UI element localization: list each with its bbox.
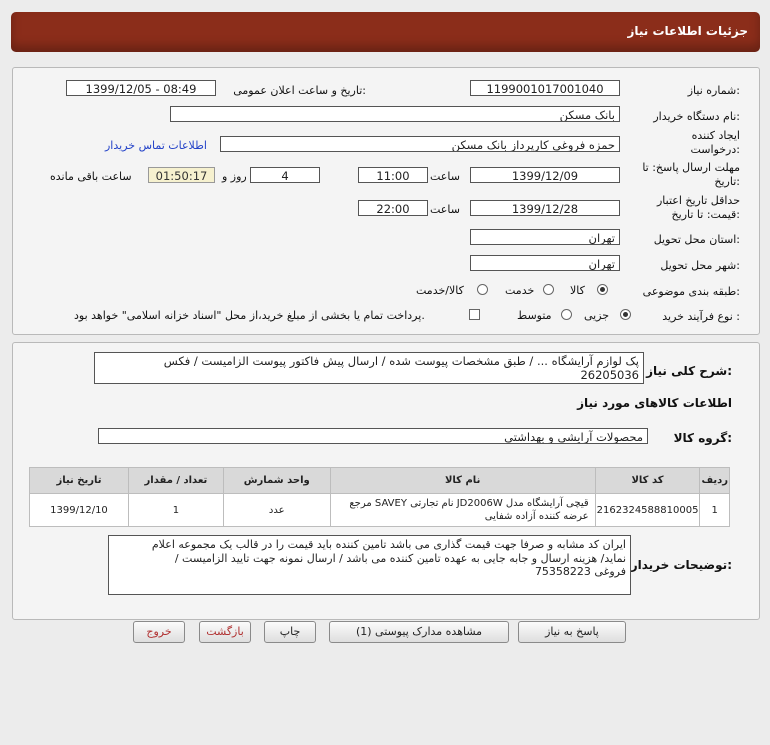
buyer-org-label: نام دستگاه خریدار: <box>653 110 740 123</box>
cell-row: 1 <box>700 494 730 527</box>
col-code: کد کالا <box>595 468 700 494</box>
view-attachments-button[interactable]: مشاهده مدارک پیوستی (1) <box>329 621 509 643</box>
days-label: روز و <box>222 170 247 183</box>
creator-field: حمزه فروغی کارپرداز بانک مسکن <box>220 136 620 152</box>
remaining-label: ساعت باقی مانده <box>50 170 132 183</box>
description-field <box>94 352 644 384</box>
reply-date-field: 1399/12/09 <box>470 167 620 183</box>
category-service-label: خدمت <box>505 284 535 297</box>
goods-table <box>29 467 730 527</box>
buyer-contact-link[interactable]: اطلاعات تماس خریدار <box>105 139 207 152</box>
print-button[interactable]: چاپ <box>264 621 316 643</box>
cell-name <box>330 494 595 527</box>
creator-label: ایجاد کننده درخواست: <box>690 129 740 156</box>
category-goods-service-label: کالا/خدمت <box>416 284 464 297</box>
announce-label: تاریخ و ساعت اعلان عمومی: <box>233 84 366 97</box>
reply-time-field: 11:00 <box>358 167 428 183</box>
buyer-notes-field <box>108 535 631 595</box>
buyer-notes-line-3: فروغی 75358223 <box>534 565 626 578</box>
col-row: ردیف <box>700 468 730 494</box>
reply-button[interactable]: پاسخ به نیاز <box>518 621 626 643</box>
page-title: جزئیات اطلاعات نیاز <box>627 24 748 38</box>
need-number-field: 1199001017001040 <box>470 80 620 96</box>
cell-code: 2162324588810005 <box>595 494 700 527</box>
process-medium-label: متوسط <box>517 309 552 322</box>
reply-deadline-label: مهلت ارسال پاسخ: تا تاریخ: <box>642 161 740 188</box>
page-header <box>11 12 760 52</box>
col-unit: واحد شمارش <box>223 468 330 494</box>
validity-label: حداقل تاریخ اعتبار قیمت: تا تاریخ: <box>656 194 740 221</box>
process-minor-label: جزیی <box>584 309 610 322</box>
cell-unit: عدد <box>223 494 330 527</box>
need-number-label: شماره نیاز: <box>687 84 740 97</box>
buyer-notes-label: توضیحات خریدار: <box>630 558 732 572</box>
back-button[interactable]: بازگشت <box>199 621 251 643</box>
process-minor-radio[interactable] <box>620 309 631 320</box>
exit-button[interactable]: خروج <box>133 621 185 643</box>
category-service-radio[interactable] <box>543 284 554 295</box>
col-name: نام کالا <box>330 468 595 494</box>
goods-group-label: گروه کالا: <box>673 431 732 445</box>
col-date: تاریخ نیاز <box>30 468 129 494</box>
cell-name-line-1: قیچی آرایشگاه مدل JD2006W نام تجارتی SAVEY مرجع <box>349 498 589 509</box>
province-label: استان محل تحویل: <box>653 233 740 246</box>
category-label: طبقه بندی موضوعی: <box>642 285 740 298</box>
city-field: تهران <box>470 255 620 271</box>
goods-table-header <box>30 468 730 494</box>
reply-time-label: ساعت <box>430 170 460 183</box>
validity-date-field: 1399/12/28 <box>470 200 620 216</box>
payment-note: پرداخت تمام یا بخشی از مبلغ خرید،از محل "اسناد خزانه اسلامی" خواهد بود. <box>74 309 425 322</box>
description-line-2: 26205036 <box>580 368 639 382</box>
goods-group-field: محصولات آرایشی و بهداشتی <box>98 428 648 444</box>
buyer-notes-line-1: ایران کد مشابه و صرفا جهت قیمت گذاری می باشد تامین کننده باید قیمت را در قالب یک مجموعه اعلام <box>151 538 626 551</box>
category-goods-radio[interactable] <box>597 284 608 295</box>
description-label: شرح کلی نیاز: <box>646 364 732 378</box>
description-line-1: پک لوازم آرایشگاه ... / طبق مشخصات پیوست شده / ارسال پیش فاکتور پیوست الزامیست / فکس <box>163 354 639 368</box>
goods-section-title: اطلاعات کالاهای مورد نیاز <box>577 396 732 410</box>
cell-qty: 1 <box>128 494 223 527</box>
city-label: شهر محل تحویل: <box>660 259 740 272</box>
buyer-notes-line-2: نماید/ هزینه ارسال و جابه جایی به عهده تامین کننده می باشد / ارسال نمونه جهت تایید الزامیست / <box>174 551 626 565</box>
province-field: تهران <box>470 229 620 245</box>
payment-treasury-checkbox[interactable] <box>469 309 480 320</box>
cell-name-line-2: عرضه کننده آزاده شفایی <box>484 511 589 522</box>
days-field: 4 <box>250 167 320 183</box>
process-medium-radio[interactable] <box>561 309 572 320</box>
cell-date: 1399/12/10 <box>30 494 129 527</box>
col-qty: تعداد / مقدار <box>128 468 223 494</box>
announce-field: 1399/12/05 - 08:49 <box>66 80 216 96</box>
process-label: نوع فرآیند خرید : <box>662 310 740 323</box>
table-row <box>30 494 730 527</box>
remaining-time-field: 01:50:17 <box>148 167 215 183</box>
validity-time-field: 22:00 <box>358 200 428 216</box>
buyer-org-field: بانک مسکن <box>170 106 620 122</box>
category-goods-label: کالا <box>570 284 585 297</box>
category-goods-service-radio[interactable] <box>477 284 488 295</box>
validity-time-label: ساعت <box>430 203 460 216</box>
